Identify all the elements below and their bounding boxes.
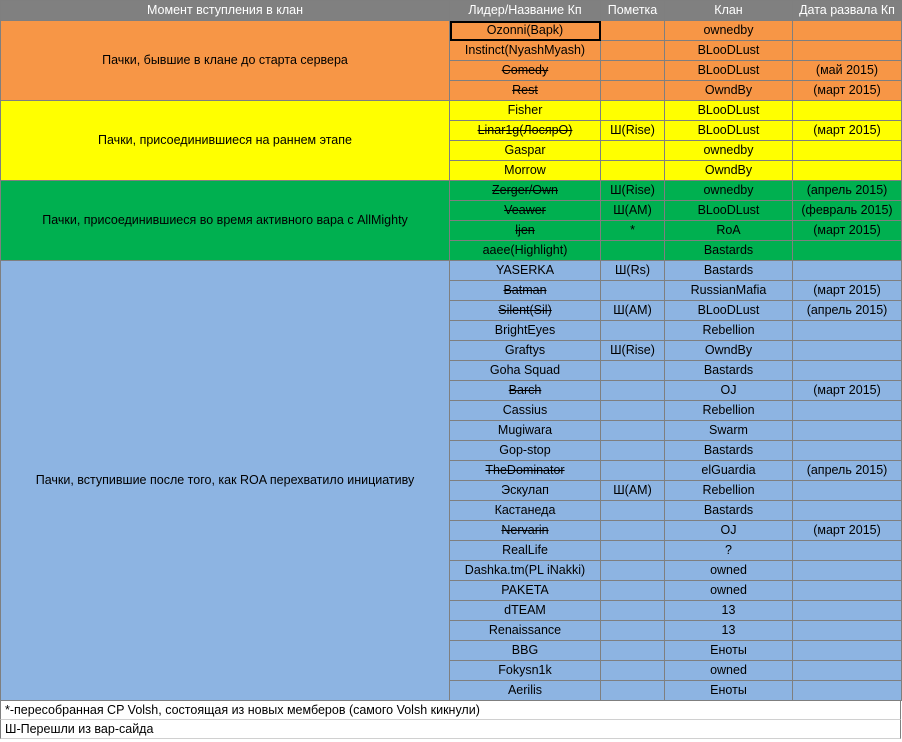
date-cell[interactable] <box>793 441 902 461</box>
date-cell[interactable] <box>793 361 902 381</box>
date-cell[interactable] <box>793 101 902 121</box>
leader-cell[interactable]: Renaissance <box>450 621 601 641</box>
note-cell[interactable] <box>601 601 665 621</box>
leader-cell[interactable]: Aerilis <box>450 681 601 701</box>
leader-cell[interactable]: RealLife <box>450 541 601 561</box>
table-row <box>1 21 902 41</box>
date-cell[interactable]: (апрель 2015) <box>793 461 902 481</box>
clan-cell[interactable]: Rebellion <box>665 321 793 341</box>
date-cell[interactable]: (май 2015) <box>793 61 902 81</box>
note-cell[interactable] <box>601 161 665 181</box>
leader-cell[interactable]: YASERKA <box>450 261 601 281</box>
date-cell[interactable]: (март 2015) <box>793 81 902 101</box>
leader-cell[interactable]: Gop-stop <box>450 441 601 461</box>
note-cell[interactable]: Ш(АМ) <box>601 301 665 321</box>
footnote-asterisk[interactable]: *-пересобранная CP Volsh, состоящая из новых мемберов (самого Volsh кикнули) <box>0 701 901 720</box>
leader-cell[interactable]: Эскулап <box>450 481 601 501</box>
leader-cell[interactable]: BrightEyes <box>450 321 601 341</box>
note-cell[interactable] <box>601 561 665 581</box>
note-cell[interactable] <box>601 361 665 381</box>
leader-cell[interactable]: Gaspar <box>450 141 601 161</box>
date-cell[interactable]: (апрель 2015) <box>793 181 902 201</box>
leader-cell[interactable]: dTEAM <box>450 601 601 621</box>
date-cell[interactable] <box>793 241 902 261</box>
clan-cell[interactable]: 13 <box>665 601 793 621</box>
header-leader[interactable]: Лидер/Название Кп <box>450 1 601 21</box>
leader-cell[interactable]: Fisher <box>450 101 601 121</box>
date-cell[interactable]: (март 2015) <box>793 121 902 141</box>
note-cell[interactable]: Ш(АМ) <box>601 481 665 501</box>
leader-cell[interactable]: aaee(Highlight) <box>450 241 601 261</box>
note-cell[interactable] <box>601 41 665 61</box>
group-label[interactable]: Пачки, присоединившиеся во время активного вара с AllMighty <box>1 181 450 261</box>
date-cell[interactable] <box>793 401 902 421</box>
note-cell[interactable] <box>601 661 665 681</box>
note-cell[interactable] <box>601 521 665 541</box>
note-cell[interactable]: * <box>601 221 665 241</box>
clan-cell[interactable]: BLooDLust <box>665 121 793 141</box>
leader-cell[interactable]: Rest <box>450 81 601 101</box>
date-cell[interactable] <box>793 661 902 681</box>
note-cell[interactable]: Ш(Rise) <box>601 341 665 361</box>
clan-cell[interactable]: ownedby <box>665 21 793 41</box>
date-cell[interactable] <box>793 341 902 361</box>
table-row <box>1 101 902 121</box>
leader-cell[interactable]: Morrow <box>450 161 601 181</box>
note-cell[interactable] <box>601 321 665 341</box>
clan-cell[interactable]: OwndBy <box>665 341 793 361</box>
note-cell[interactable]: Ш(АМ) <box>601 201 665 221</box>
date-cell[interactable] <box>793 141 902 161</box>
note-cell[interactable] <box>601 581 665 601</box>
clan-cell[interactable]: OJ <box>665 521 793 541</box>
clan-cell[interactable]: Bastards <box>665 261 793 281</box>
clan-cell[interactable]: BLooDLust <box>665 201 793 221</box>
date-cell[interactable] <box>793 641 902 661</box>
clan-cell[interactable]: OJ <box>665 381 793 401</box>
date-cell[interactable]: (февраль 2015) <box>793 201 902 221</box>
date-cell[interactable] <box>793 161 902 181</box>
clan-cell[interactable]: Swarm <box>665 421 793 441</box>
date-cell[interactable] <box>793 41 902 61</box>
leader-cell[interactable]: Linar1g(ЛосярО) <box>450 121 601 141</box>
clan-cell[interactable]: Rebellion <box>665 401 793 421</box>
note-cell[interactable]: Ш(Rise) <box>601 181 665 201</box>
leader-cell[interactable]: Zerger/Own <box>450 181 601 201</box>
date-cell[interactable]: (март 2015) <box>793 221 902 241</box>
date-cell[interactable]: (март 2015) <box>793 521 902 541</box>
clan-cell[interactable]: elGuardia <box>665 461 793 481</box>
date-cell[interactable] <box>793 421 902 441</box>
leader-cell[interactable]: Batman <box>450 281 601 301</box>
leader-cell[interactable]: Nervarin <box>450 521 601 541</box>
date-cell[interactable] <box>793 581 902 601</box>
note-cell[interactable] <box>601 101 665 121</box>
date-cell[interactable] <box>793 601 902 621</box>
date-cell[interactable] <box>793 681 902 701</box>
footnote-sh[interactable]: Ш-Перешли из вар-сайда <box>0 720 901 739</box>
clan-cell[interactable]: RussianMafia <box>665 281 793 301</box>
leader-cell[interactable]: Ozonni(Вapk) <box>450 21 601 41</box>
leader-cell[interactable]: Barch <box>450 381 601 401</box>
clan-cell[interactable]: 13 <box>665 621 793 641</box>
note-cell[interactable] <box>601 141 665 161</box>
note-cell[interactable] <box>601 241 665 261</box>
clan-cell[interactable]: Bastards <box>665 241 793 261</box>
leader-cell[interactable]: Comedy <box>450 61 601 81</box>
header-clan[interactable]: Клан <box>665 1 793 21</box>
table-body <box>1 21 902 701</box>
leader-cell[interactable]: PAKETA <box>450 581 601 601</box>
note-cell[interactable] <box>601 621 665 641</box>
leader-cell[interactable]: Veawer <box>450 201 601 221</box>
header-row <box>1 1 902 21</box>
clan-cell[interactable]: ? <box>665 541 793 561</box>
clan-cell[interactable]: owned <box>665 581 793 601</box>
leader-cell[interactable]: BBG <box>450 641 601 661</box>
clan-cell[interactable]: OwndBy <box>665 161 793 181</box>
note-cell[interactable] <box>601 441 665 461</box>
leader-cell[interactable]: Mugiwara <box>450 421 601 441</box>
clan-cell[interactable]: BLooDLust <box>665 101 793 121</box>
group-label[interactable]: Пачки, бывшие в клане до старта сервера <box>1 21 450 101</box>
clan-cell[interactable]: owned <box>665 661 793 681</box>
header-join-moment[interactable]: Момент вступления в клан <box>1 1 450 21</box>
date-cell[interactable] <box>793 321 902 341</box>
table-row <box>1 261 902 281</box>
group-label[interactable]: Пачки, вступившие после того, как ROA перехватило инициативу <box>1 261 450 701</box>
note-cell[interactable] <box>601 21 665 41</box>
note-cell[interactable] <box>601 281 665 301</box>
note-cell[interactable] <box>601 401 665 421</box>
clan-cell[interactable]: BLooDLust <box>665 301 793 321</box>
leader-cell[interactable]: Dashka.tm(PL iNakki) <box>450 561 601 581</box>
leader-cell[interactable]: Fokysn1k <box>450 661 601 681</box>
header-note[interactable]: Пометка <box>601 1 665 21</box>
clan-cell[interactable]: Bastards <box>665 501 793 521</box>
clan-cell[interactable]: Еноты <box>665 681 793 701</box>
note-cell[interactable] <box>601 541 665 561</box>
date-cell[interactable]: (март 2015) <box>793 281 902 301</box>
note-cell[interactable] <box>601 81 665 101</box>
clan-cell[interactable]: ownedby <box>665 141 793 161</box>
leader-cell[interactable]: Graftys <box>450 341 601 361</box>
clan-cell[interactable]: RoA <box>665 221 793 241</box>
leader-cell[interactable]: Cassius <box>450 401 601 421</box>
date-cell[interactable] <box>793 21 902 41</box>
note-cell[interactable] <box>601 381 665 401</box>
note-cell[interactable] <box>601 421 665 441</box>
note-cell[interactable]: Ш(Rise) <box>601 121 665 141</box>
date-cell[interactable]: (апрель 2015) <box>793 301 902 321</box>
leader-cell[interactable]: Кастанеда <box>450 501 601 521</box>
leader-cell[interactable]: ljen <box>450 221 601 241</box>
clan-cell[interactable]: OwndBy <box>665 81 793 101</box>
date-cell[interactable]: (март 2015) <box>793 381 902 401</box>
date-cell[interactable] <box>793 621 902 641</box>
note-cell[interactable] <box>601 61 665 81</box>
clan-cell[interactable]: Rebellion <box>665 481 793 501</box>
leader-cell[interactable]: Goha Squad <box>450 361 601 381</box>
table-row <box>1 181 902 201</box>
note-cell[interactable]: Ш(Rs) <box>601 261 665 281</box>
note-cell[interactable] <box>601 461 665 481</box>
clan-cell[interactable]: BLooDLust <box>665 41 793 61</box>
date-cell[interactable] <box>793 261 902 281</box>
date-cell[interactable] <box>793 561 902 581</box>
clan-cell[interactable]: owned <box>665 561 793 581</box>
clan-cell[interactable]: Еноты <box>665 641 793 661</box>
header-collapse-date[interactable]: Дата развала Кп <box>793 1 902 21</box>
footnotes <box>0 701 901 739</box>
note-cell[interactable] <box>601 641 665 661</box>
note-cell[interactable] <box>601 681 665 701</box>
leader-cell[interactable]: TheDominator <box>450 461 601 481</box>
clan-cell[interactable]: ownedby <box>665 181 793 201</box>
note-cell[interactable] <box>601 501 665 521</box>
group-label[interactable]: Пачки, присоединившиеся на раннем этапе <box>1 101 450 181</box>
clan-cell[interactable]: Bastards <box>665 441 793 461</box>
clan-cell[interactable]: BLooDLust <box>665 61 793 81</box>
date-cell[interactable] <box>793 481 902 501</box>
leader-cell[interactable]: Instinct(NyashMyash) <box>450 41 601 61</box>
leader-cell[interactable]: Silent(Sil) <box>450 301 601 321</box>
clan-cell[interactable]: Bastards <box>665 361 793 381</box>
date-cell[interactable] <box>793 501 902 521</box>
date-cell[interactable] <box>793 541 902 561</box>
